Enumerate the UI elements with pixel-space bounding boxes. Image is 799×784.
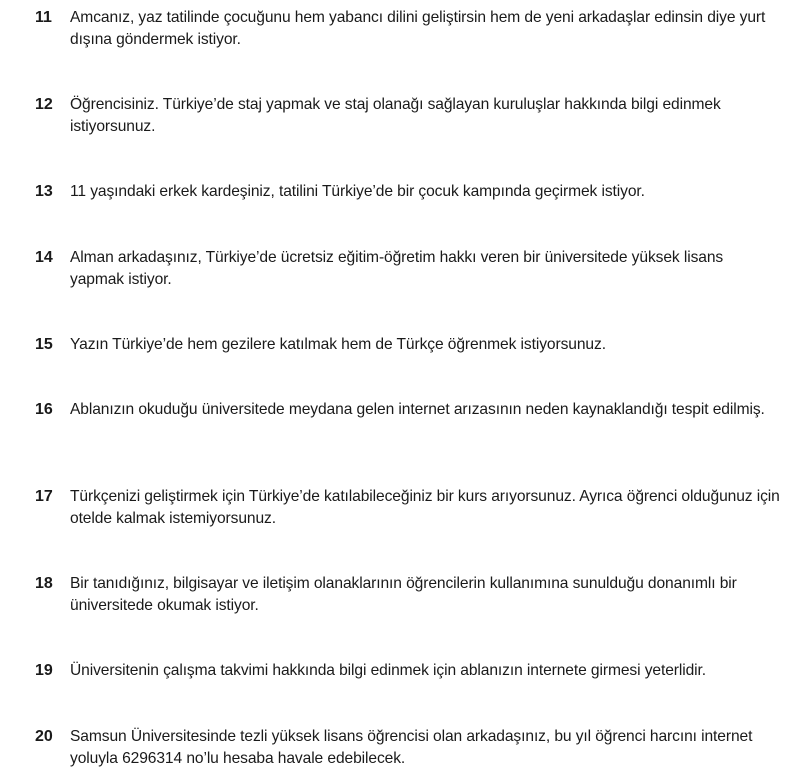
question-number: 15	[35, 336, 53, 353]
question-number: 17	[35, 488, 53, 505]
question-number: 14	[35, 249, 53, 266]
question-number: 20	[35, 728, 53, 745]
question-text: Türkçenizi geliştirmek için Türkiye’de katılabileceğiniz bir kurs arıyorsunuz. Ayrıca öğrenci olduğunuz için otelde kalmak istemiyorsunuz.	[70, 488, 780, 527]
question-number: 16	[35, 401, 53, 418]
question-text: Öğrencisiniz. Türkiye’de staj yapmak ve staj olanağı sağlayan kuruluşlar hakkında bilgi edinmek istiyorsunuz.	[70, 96, 721, 135]
question-text: Amcanız, yaz tatilinde çocuğunu hem yabancı dilini geliştirsin hem de yeni arkadaşlar edinsin diye yurt dışına göndermek istiyor.	[70, 9, 766, 48]
question-number: 19	[35, 662, 53, 679]
question-text: 11 yaşındaki erkek kardeşiniz, tatilini Türkiye’de bir çocuk kampında geçirmek istiyor.	[70, 183, 645, 200]
question-number: 12	[35, 96, 53, 113]
question-text: Yazın Türkiye’de hem gezilere katılmak hem de Türkçe öğrenmek istiyorsunuz.	[70, 336, 606, 353]
question-text: Bir tanıdığınız, bilgisayar ve iletişim olanaklarının öğrencilerin kullanımına sunulduğu donanımlı bir üniversitede okumak istiyor.	[70, 575, 737, 614]
question-text: Samsun Üniversitesinde tezli yüksek lisans öğrencisi olan arkadaşınız, bu yıl öğrenci harcını internet yoluyla 6296314 no’lu hesaba havale edebilecek.	[70, 728, 753, 767]
question-number: 18	[35, 575, 53, 592]
question-number: 11	[35, 9, 52, 26]
question-text: Alman arkadaşınız, Türkiye’de ücretsiz eğitim-öğretim hakkı veren bir üniversitede yüksek lisans yapmak istiyor.	[70, 249, 724, 288]
question-text: Ablanızın okuduğu üniversitede meydana gelen internet arızasının neden kaynaklandığı tespit edilmiş.	[70, 401, 765, 418]
question-text: Üniversitenin çalışma takvimi hakkında bilgi edinmek için ablanızın internete girmesi yeterlidir.	[70, 662, 706, 679]
question-number: 13	[35, 183, 53, 200]
